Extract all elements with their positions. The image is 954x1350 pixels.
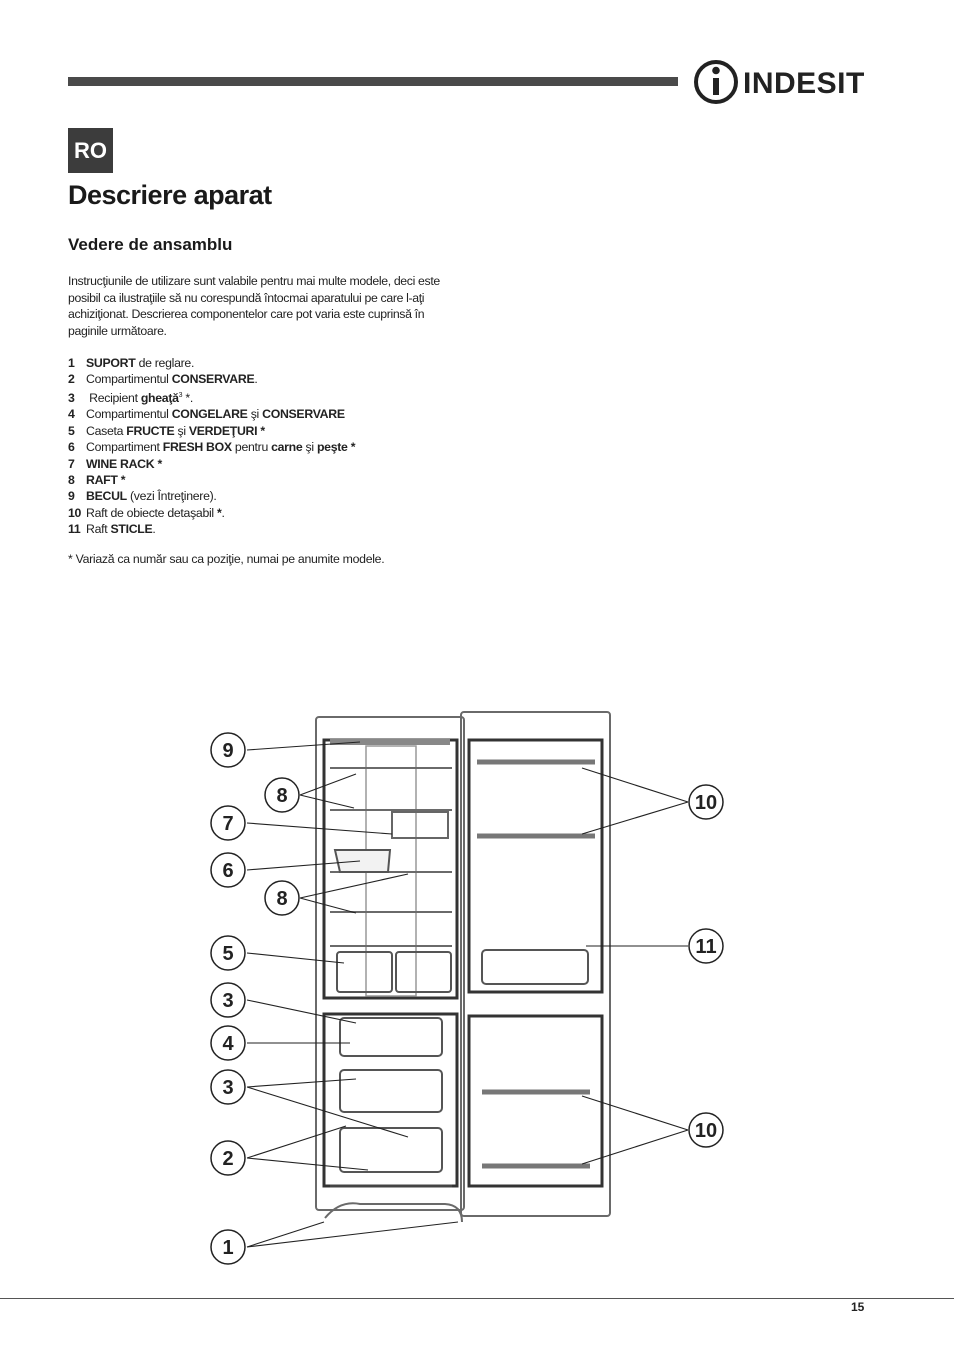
- callout-label-9: 9: [222, 740, 234, 762]
- part-item: [68, 505, 355, 521]
- part-keyword: carne: [271, 440, 303, 455]
- part-item: [68, 488, 355, 504]
- part-keyword: VERDEŢURI *: [188, 423, 265, 438]
- indesit-logo: [693, 56, 873, 108]
- part-text: şi: [302, 440, 317, 455]
- header-bar: [68, 77, 678, 86]
- part-item: [68, 472, 355, 488]
- part-number: 7: [68, 456, 75, 471]
- part-text: .: [254, 372, 258, 387]
- callout-label-10-lower: 10: [694, 1120, 718, 1142]
- part-keyword: RAFT *: [86, 472, 126, 487]
- part-item: [68, 439, 355, 455]
- part-keyword: CONGELARE: [171, 407, 248, 422]
- callout-label-4: 4: [222, 1033, 234, 1055]
- part-number: 8: [68, 472, 75, 487]
- page-number: 15: [851, 1300, 865, 1314]
- part-text: *.: [182, 390, 193, 405]
- part-text: .: [221, 505, 225, 520]
- part-number: 6: [68, 440, 75, 455]
- intro-paragraph: Instrucţiunile de utilizare sunt valabile pentru mai multe modele, deci este posibil ca ilustraţiile să nu corespundă întocmai aparatului pe care l-aţi achiziţionat. Descrierea componentelor care pot varia este cuprinsă în paginile următoare.: [68, 274, 440, 338]
- part-item: [68, 388, 355, 407]
- part-text: pentru: [231, 440, 272, 455]
- callout-label-7: 7: [222, 813, 234, 835]
- part-text: Compartiment: [86, 440, 163, 455]
- part-number: 4: [68, 407, 75, 422]
- part-item: [68, 371, 355, 387]
- page-title: Descriere aparat: [68, 180, 272, 210]
- callout-label-10-upper: 10: [694, 792, 718, 814]
- part-keyword: CONSERVARE: [171, 372, 255, 387]
- callout-label-3-lower: 3: [222, 1077, 234, 1099]
- part-keyword: *: [216, 505, 222, 520]
- part-text: Recipient: [86, 390, 141, 405]
- part-text: Caseta: [86, 423, 127, 438]
- part-item: [68, 423, 355, 439]
- part-number: 3: [68, 390, 75, 405]
- part-text: Raft: [86, 522, 111, 537]
- part-keyword: BECUL: [86, 489, 127, 504]
- part-number: 9: [68, 489, 75, 504]
- svg-text:INDESIT: INDESIT: [743, 67, 865, 100]
- callout-label-3-upper: 3: [222, 990, 234, 1012]
- part-text: (vezi Întreţinere).: [126, 489, 217, 504]
- footnote: * Variază ca număr sau ca poziţie, numai pe anumite modele.: [68, 552, 385, 566]
- callout-label-1: 1: [222, 1237, 234, 1259]
- parts-list: [68, 355, 355, 538]
- part-number: 10: [68, 505, 82, 520]
- part-text: şi: [174, 423, 189, 438]
- part-item: [68, 521, 355, 537]
- part-keyword: gheaţă: [140, 390, 179, 405]
- part-item: [68, 355, 355, 371]
- part-text: Compartimentul: [86, 372, 172, 387]
- footer-rule: [0, 1298, 954, 1299]
- part-keyword: peşte *: [316, 440, 356, 455]
- part-keyword: STICLE: [110, 522, 153, 537]
- part-text: .: [152, 522, 156, 537]
- part-keyword: SUPORT: [86, 356, 136, 370]
- part-keyword: FRESH BOX: [162, 440, 232, 455]
- callout-label-8-lower: 8: [276, 888, 288, 910]
- part-number: 11: [68, 522, 81, 537]
- part-text: Compartimentul: [86, 407, 172, 422]
- part-item: [68, 456, 355, 472]
- section-title: Vedere de ansamblu: [68, 235, 233, 254]
- part-number: 2: [68, 372, 75, 387]
- callout-label-6: 6: [222, 860, 234, 882]
- part-keyword: CONSERVARE: [262, 407, 345, 422]
- part-text: şi: [247, 407, 263, 422]
- part-number: 1: [68, 356, 75, 370]
- door-inner: [469, 740, 602, 992]
- language-badge: RO: [68, 128, 113, 173]
- part-text: Raft de obiecte detaşabil: [86, 505, 217, 520]
- callout-label-8-upper: 8: [276, 785, 288, 807]
- callout-label-5: 5: [222, 943, 234, 965]
- freezer-compartment: [324, 1014, 457, 1186]
- part-text: de reglare.: [135, 356, 195, 370]
- part-keyword: WINE RACK *: [86, 456, 162, 471]
- callout-label-11: 11: [695, 936, 717, 958]
- part-keyword: FRUCTE: [126, 423, 175, 438]
- part-item: [68, 406, 355, 422]
- part-number: 5: [68, 423, 75, 438]
- part-superscript: 3: [178, 391, 183, 399]
- fridge-diagram: [200, 700, 760, 1280]
- callout-label-2: 2: [222, 1148, 234, 1170]
